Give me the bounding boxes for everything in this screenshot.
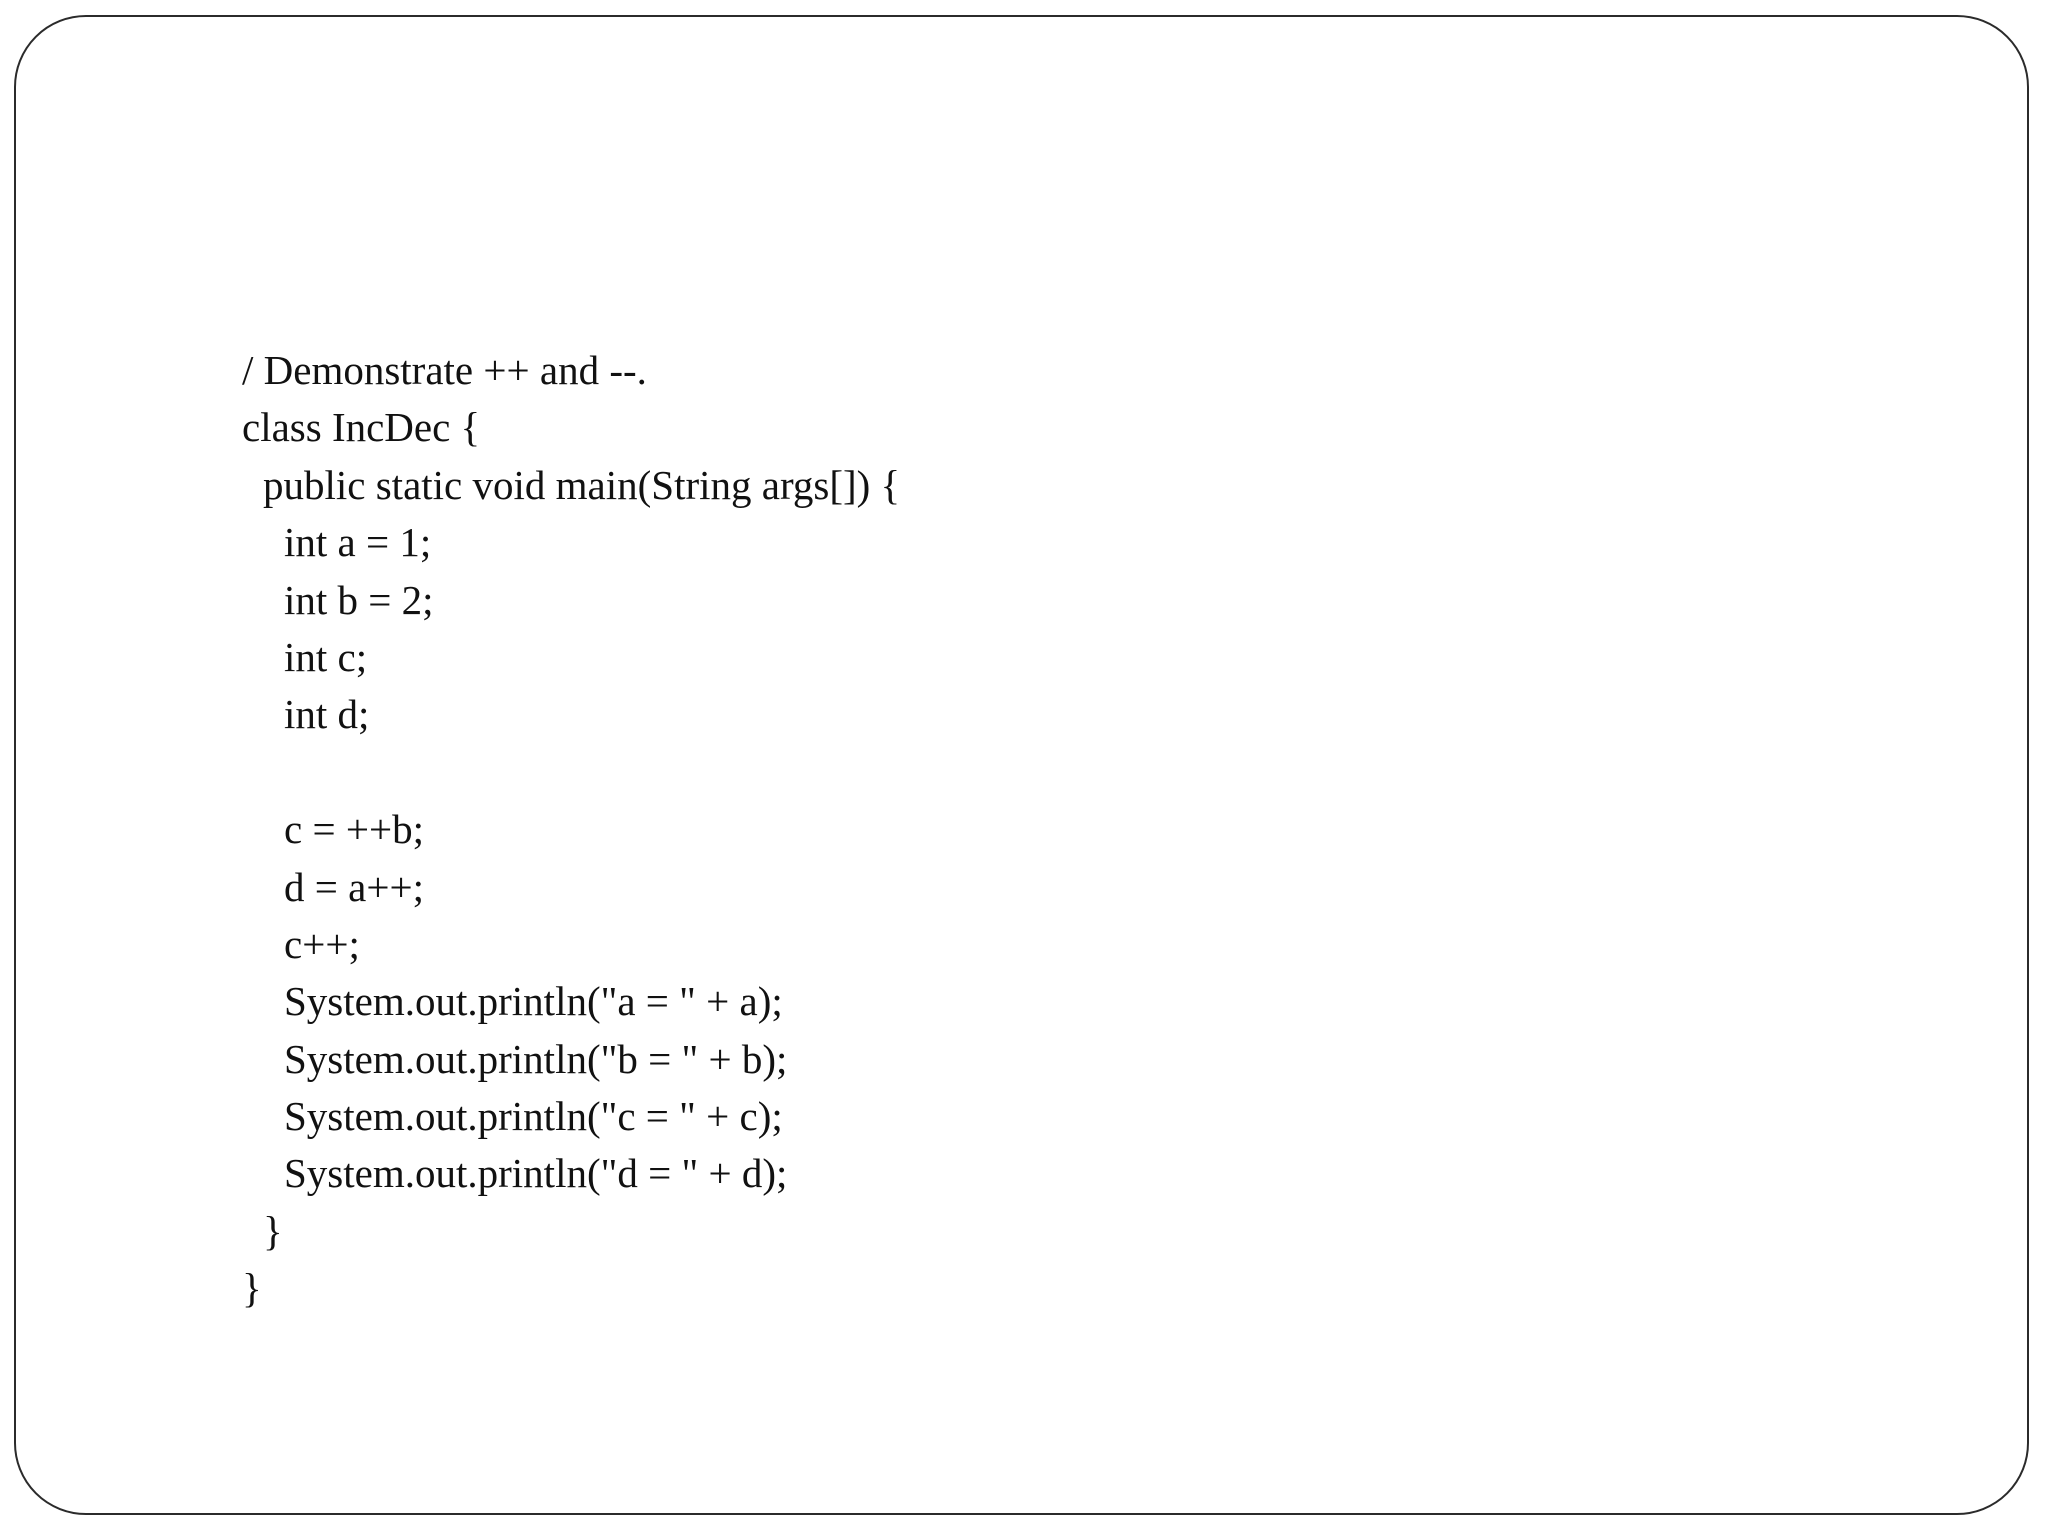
code-line-class-declaration: class IncDec { <box>242 404 481 451</box>
code-line-print-b: System.out.println("b = " + b); <box>284 1035 788 1082</box>
code-line-declare-d: int d; <box>284 691 370 738</box>
code-line-print-d: System.out.println("d = " + d); <box>284 1150 788 1197</box>
code-line-print-c: System.out.println("c = " + c); <box>284 1093 783 1140</box>
code-line-comment: / Demonstrate ++ and --. <box>242 347 647 393</box>
code-line-declare-b: int b = 2; <box>284 576 434 623</box>
code-line-post-increment: d = a++; <box>284 863 424 910</box>
code-line-increment-c: c++; <box>284 920 360 967</box>
code-block <box>242 342 900 1318</box>
code-line-method-close: } <box>263 1207 283 1254</box>
code-line-declare-a: int a = 1; <box>284 519 432 566</box>
code-line-print-a: System.out.println("a = " + a); <box>284 978 783 1025</box>
code-line-main-method: public static void main(String args[]) { <box>263 461 901 508</box>
slide-frame <box>14 15 2029 1515</box>
code-line-pre-increment: c = ++b; <box>284 806 424 853</box>
code-line-declare-c: int c; <box>284 633 368 680</box>
code-line-blank <box>242 744 900 801</box>
code-line-class-close: } <box>242 1265 262 1312</box>
